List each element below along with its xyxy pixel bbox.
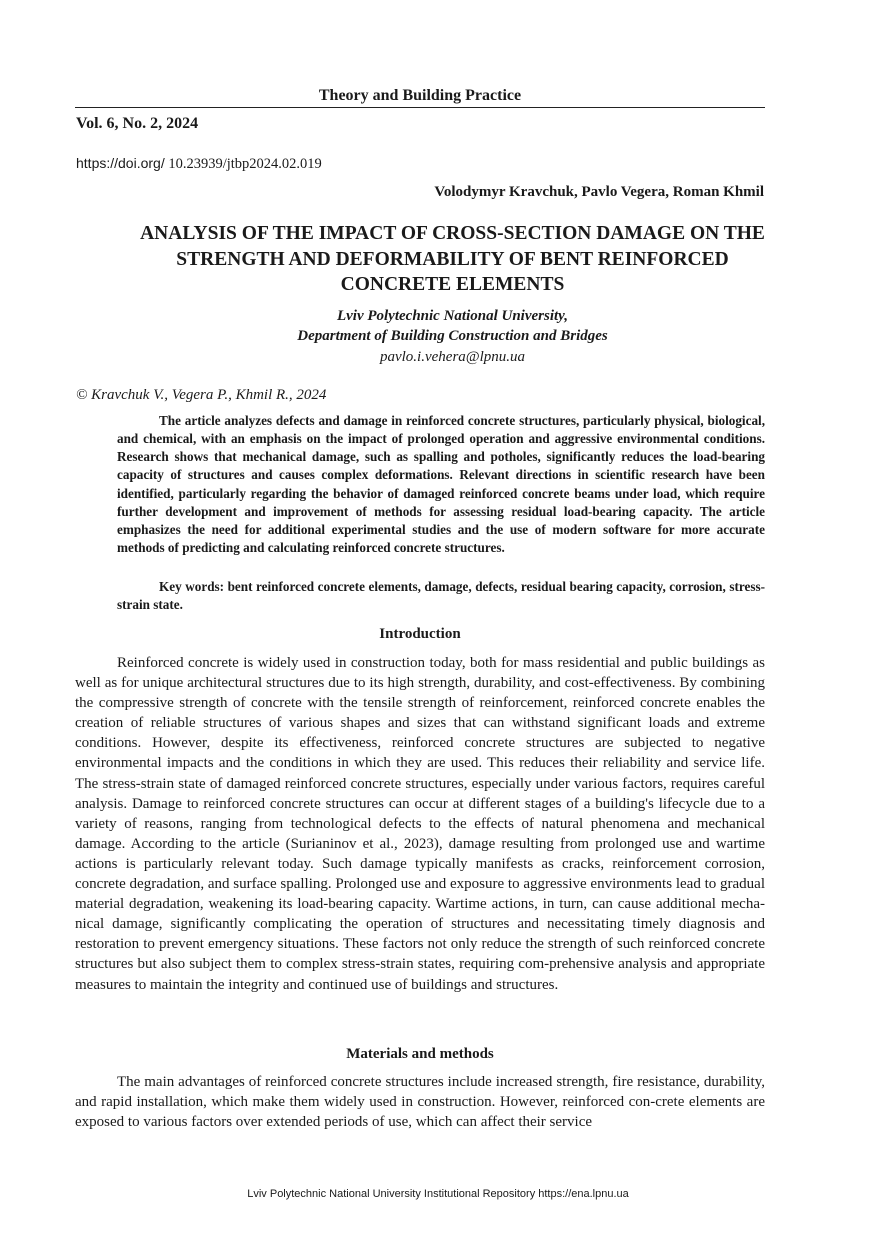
affiliation-department: Department of Building Construction and Bridges xyxy=(297,328,608,344)
copyright-line: © Kravchuk V., Vegera P., Khmil R., 2024 xyxy=(76,387,327,403)
introduction-heading: Introduction xyxy=(379,626,461,642)
repository-footer: Lviv Polytechnic National University Institutional Repository https://ena.lpnu.ua xyxy=(247,1188,629,1200)
abstract: The article analyzes defects and damage in reinforced concrete structures, particularly physical, biological, and chemical, with an emphasis on the impact of prolonged operation and aggressive environmental conditions. Research shows that mechanical damage, such as spalling and potholes, significantly reduces the load-bearing capacity of structures and causes complex deformations. Relevant directions in scientific research have been identified, particularly regarding the behavior of damaged reinforced concrete beams under load, which require further development and improvement of methods for assessing residual load-bearing capacity. The article emphasizes the need for additional experimental studies and the use of modern software for more accurate methods of predicting and calculating reinforced concrete structures. xyxy=(117,413,765,556)
author-email[interactable]: pavlo.i.vehera@lpnu.ua xyxy=(379,349,526,365)
doi-prefix[interactable]: https://doi.org/ xyxy=(76,155,165,171)
keywords: Key words: bent reinforced concrete elements, damage, defects, residual bearing capacity, corrosion, stress-strain state. xyxy=(117,579,765,613)
authors: Volodymyr Kravchuk, Pavlo Vegera, Roman Khmil xyxy=(434,184,764,200)
header-rule xyxy=(75,107,765,108)
materials-heading: Materials and methods xyxy=(346,1046,494,1062)
doi-line[interactable] xyxy=(76,154,322,173)
materials-paragraph: The main advantages of reinforced concrete structures include increased strength, fire resistance, durability, and rapid installation, which make them widely used in construction. However, reinforced con-crete elements are exposed to various factors over extended periods of use, which can affect their service xyxy=(75,1074,765,1131)
journal-title: Theory and Building Practice xyxy=(318,87,522,104)
article-title: ANALYSIS OF THE IMPACT OF CROSS-SECTION DAMAGE ON THE STRENGTH AND DEFORMABILITY OF BENT REINFORCED CONCRETE ELEMENTS xyxy=(140,223,765,295)
affiliation-university: Lviv Polytechnic National University, xyxy=(336,308,569,324)
doi-value[interactable]: 10.23939/jtbp2024.02.019 xyxy=(164,156,322,172)
volume-issue: Vol. 6, No. 2, 2024 xyxy=(76,115,199,132)
introduction-paragraph: Reinforced concrete is widely used in construction today, both for mass residential and public buildings as well as for unique architectural structures due to its high strength, durability, and cost-effectiveness. By combining the compressive strength of concrete with the tensile strength of reinforcement, reinforced concrete enables the creation of reliable structures of various shapes and sizes that can withstand significant loads and extreme conditions. However, despite its effectiveness, reinforced concrete structures are subjected to negative environmental impacts and the conditions in which they are used. This reduces their reliability and service life. The stress-strain state of damaged reinforced concrete structures, especially under various factors, requires careful analysis. Damage to reinforced concrete structures can occur at different stages of a building's lifecycle due to a variety of reasons, ranging from technological defects to the effects of natural phenomena and mechanical damage. According to the article (Surianinov et al., 2023), damage resulting from prolonged use and wartime actions is particularly relevant today. Such damage typically manifests as cracks, reinforcement corrosion, concrete degradation, and surface spalling. Prolonged use and exposure to aggressive environments lead to gradual material degradation, weakening its load-bearing capacity. Wartime actions, in turn, can cause additional mecha-nical damage, significantly complicating the operation of structures and necessitating timely diagnosis and restoration to prevent emergency situations. These factors not only reduce the strength of such reinforced concrete structures but also subject them to complex stress-strain states, requiring com-prehensive analysis and appropriate measures to maintain the integrity and continued use of buildings and structures. xyxy=(75,655,765,993)
